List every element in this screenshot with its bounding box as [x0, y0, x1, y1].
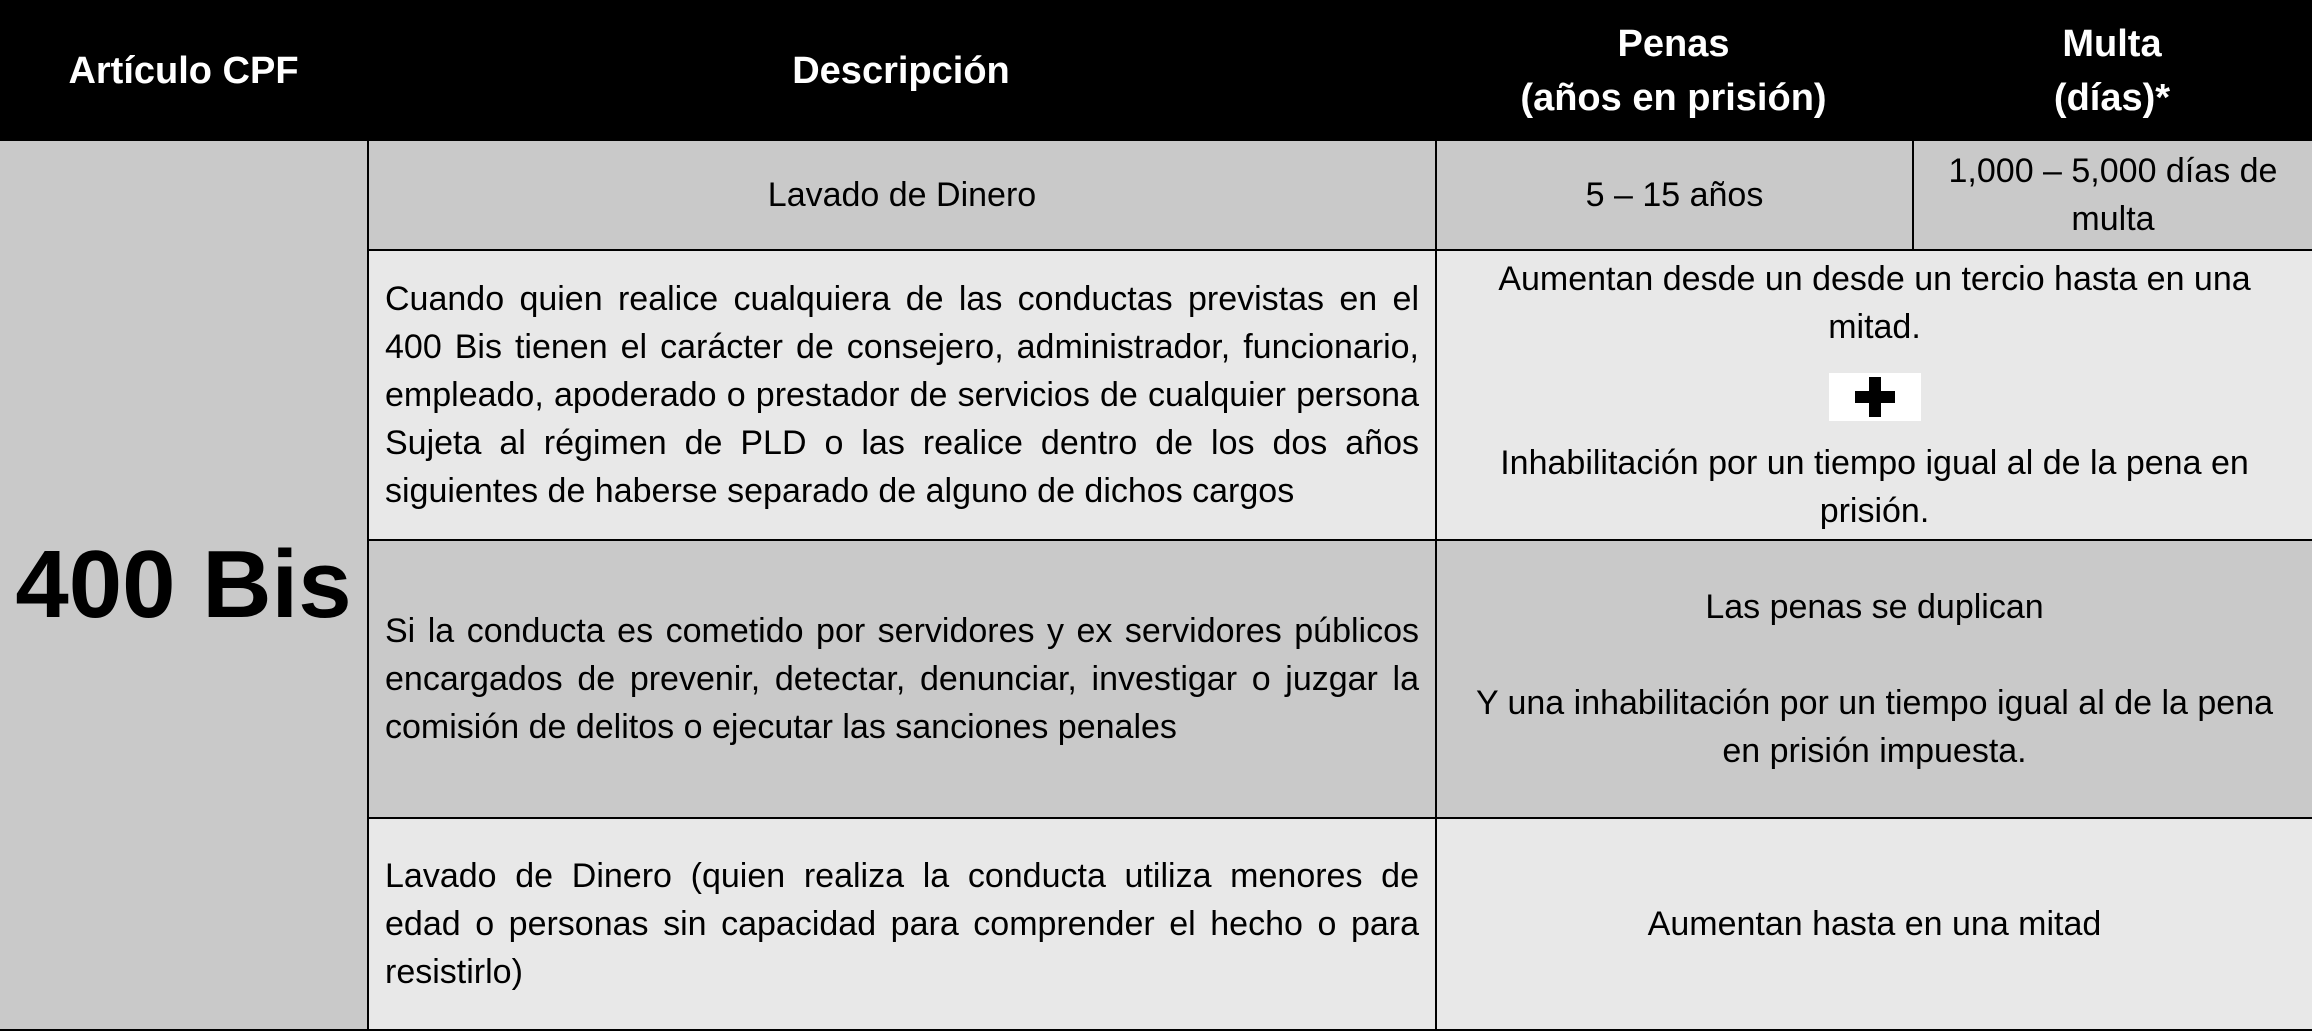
row-4-descripcion: Lavado de Dinero (quien realiza la conducta utiliza menores de edad o personas sin capacidad para comprender el hecho o para resistirlo): [367, 819, 1435, 1031]
row-1-multa: 1,000 – 5,000 días de multa: [1912, 141, 2312, 251]
row-2-sancion-2: Inhabilitación por un tiempo igual al de la pena en prisión.: [1500, 444, 2249, 530]
row-1-penas: 5 – 15 años: [1435, 141, 1912, 251]
article-cell: 400 Bis: [0, 141, 367, 1031]
plus-icon: [1829, 373, 1921, 421]
row-3-sancion-2: Y una inhabilitación por un tiempo igual al de la pena en prisión impuesta.: [1475, 684, 2274, 770]
row-2-descripcion: Cuando quien realice cualquiera de las conductas previstas en el 400 Bis tienen el carácter de consejero, administrador, funcionario, empleado, apoderado o prestador de servicios de cualquier persona Sujeta al régimen de PLD o las realice dentro de los dos años siguientes de haberse separado de alguno de dichos cargos: [367, 251, 1435, 541]
row-2-sancion: [1435, 251, 2312, 541]
header-penas: Penas (años en prisión): [1435, 0, 1912, 141]
header-articulo: Artículo CPF: [0, 0, 367, 141]
header-multa: Multa (días)*: [1912, 0, 2312, 141]
row-3-sancion-1: Las penas se duplican: [1705, 588, 2044, 626]
row-4-sancion: Aumentan hasta en una mitad: [1435, 819, 2312, 1031]
row-2-sancion-1: Aumentan desde un desde un tercio hasta en una mitad.: [1498, 260, 2251, 346]
row-3-sancion: [1435, 541, 2312, 819]
header-descripcion: Descripción: [367, 0, 1435, 141]
row-1-descripcion: Lavado de Dinero: [367, 141, 1435, 251]
row-3-descripcion: Si la conducta es cometido por servidores y ex servidores públicos encargados de prevenir, detectar, denunciar, investigar o juzgar la comisión de delitos o ejecutar las sanciones penales: [367, 541, 1435, 819]
